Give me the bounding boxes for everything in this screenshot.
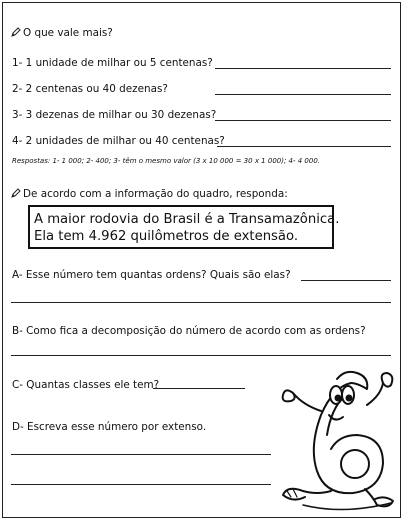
section1-heading <box>11 27 113 39</box>
pencil-icon <box>11 27 21 37</box>
answer-line-a1[interactable] <box>301 280 391 281</box>
section1-title: O que vale mais? <box>23 27 113 39</box>
info-box-line-1: A maior rodovia do Brasil é a Transamazônica. <box>34 212 340 227</box>
section2-heading <box>11 188 288 200</box>
info-box-line-2: Ela tem 4.962 quilômetros de extensão. <box>34 229 299 244</box>
section2-title: De acordo com a informação do quadro, responda: <box>23 188 288 200</box>
answer-line-d2[interactable] <box>11 484 271 485</box>
question-1: 1- 1 unidade de milhar ou 5 centenas? <box>12 57 213 69</box>
pencil-icon <box>11 188 21 198</box>
answer-line-c[interactable] <box>153 388 245 389</box>
answer-line-3[interactable] <box>215 120 391 121</box>
question-c: C- Quantas classes ele tem? <box>12 379 160 391</box>
question-b: B- Como fica a decomposição do número de acordo com as ordens? <box>12 325 366 337</box>
answer-line-b[interactable] <box>11 355 391 356</box>
answer-line-2[interactable] <box>215 94 391 95</box>
question-a: A- Esse número tem quantas ordens? Quais são elas? <box>12 269 291 281</box>
answer-line-a2[interactable] <box>11 302 391 303</box>
answer-line-d1[interactable] <box>11 454 271 455</box>
number-six-mascot <box>273 365 398 515</box>
info-box <box>28 205 340 249</box>
answers-note: Respostas: 1- 1 000; 2- 400; 3- têm o mesmo valor (3 x 10 000 = 30 x 1 000); 4- 4 000. <box>12 157 321 165</box>
worksheet-page <box>2 2 401 518</box>
question-4: 4- 2 unidades de milhar ou 40 centenas? <box>12 135 225 147</box>
question-3: 3- 3 dezenas de milhar ou 30 dezenas? <box>12 109 217 121</box>
answer-line-1[interactable] <box>215 68 391 69</box>
question-d: D- Escreva esse número por extenso. <box>12 421 207 433</box>
answer-line-4[interactable] <box>217 146 391 147</box>
question-2: 2- 2 centenas ou 40 dezenas? <box>12 83 168 95</box>
